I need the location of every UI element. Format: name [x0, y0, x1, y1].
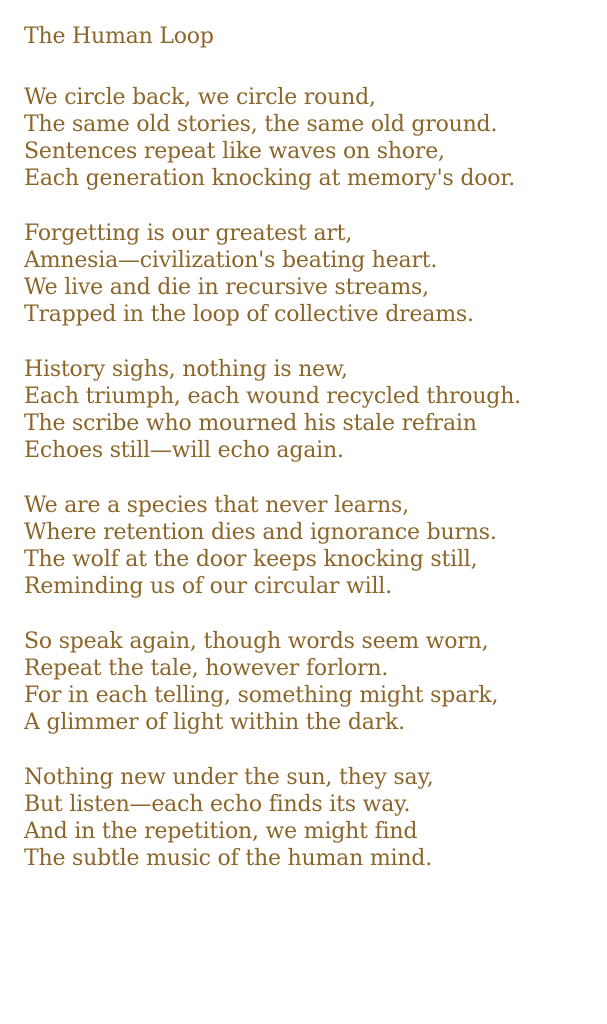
- poem-line: Where retention dies and ignorance burns.: [24, 520, 497, 545]
- poem-line: Forgetting is our greatest art,: [24, 221, 353, 246]
- poem-line: A glimmer of light within the dark.: [24, 710, 405, 735]
- poem-line: And in the repetition, we might find: [24, 819, 418, 844]
- poem-line: Repeat the tale, however forlorn.: [24, 656, 389, 681]
- poem-line: The subtle music of the human mind.: [24, 846, 432, 871]
- poem-line: We live and die in recursive streams,: [24, 275, 429, 300]
- poem-line: Reminding us of our circular will.: [24, 574, 392, 599]
- stanza-4: [24, 492, 599, 600]
- poem-line: Echoes still—will echo again.: [24, 438, 344, 463]
- poem-line: Each triumph, each wound recycled through.: [24, 384, 521, 409]
- stanza-6: [24, 764, 599, 872]
- poem: [24, 17, 599, 900]
- poem-line: So speak again, though words seem worn,: [24, 629, 489, 654]
- poem-line: History sighs, nothing is new,: [24, 357, 348, 382]
- poem-line: The wolf at the door keeps knocking still,: [24, 547, 478, 572]
- stanza-2: [24, 220, 599, 328]
- poem-line: Amnesia—civilization's beating heart.: [24, 248, 438, 273]
- poem-line: Sentences repeat like waves on shore,: [24, 139, 445, 164]
- poem-line: We are a species that never learns,: [24, 493, 409, 518]
- poem-line: But listen—each echo finds its way.: [24, 792, 411, 817]
- stanza-1: [24, 84, 599, 192]
- poem-line: Nothing new under the sun, they say,: [24, 765, 434, 790]
- poem-line: The same old stories, the same old ground.: [24, 112, 498, 137]
- poem-line: The scribe who mourned his stale refrain: [24, 411, 477, 436]
- poem-title: The Human Loop: [24, 24, 214, 49]
- poem-line: We circle back, we circle round,: [24, 85, 376, 110]
- poem-line: Each generation knocking at memory's door.: [24, 166, 516, 191]
- stanza-3: [24, 356, 599, 464]
- poem-line: For in each telling, something might spark,: [24, 683, 499, 708]
- poem-line: Trapped in the loop of collective dreams.: [24, 302, 474, 327]
- stanza-5: [24, 628, 599, 736]
